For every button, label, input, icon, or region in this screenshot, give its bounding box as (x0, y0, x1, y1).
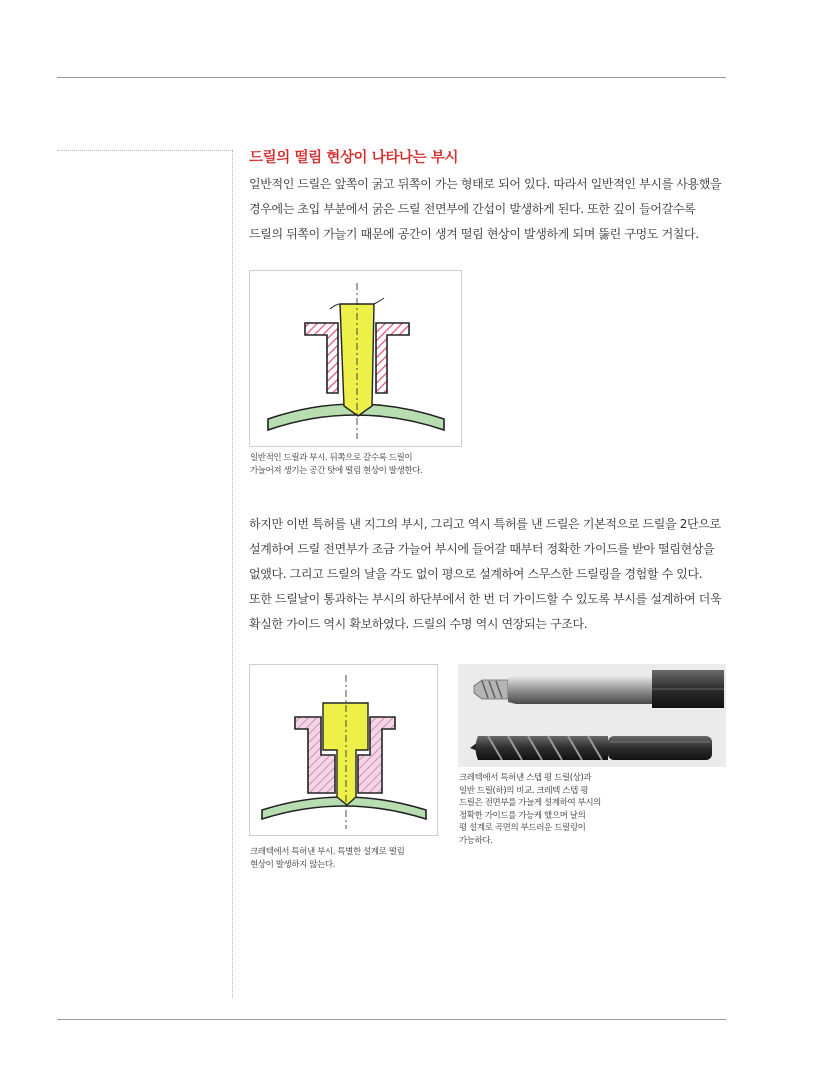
paragraph-1-line: 경우에는 초입 부분에서 굵은 드릴 전면부에 간섭이 발생하게 된다. 또한 깊이 들어갈수록 (249, 202, 696, 216)
paragraph-2-line: 하지만 이번 특허를 낸 지그의 부시, 그리고 역시 특허를 낸 드릴은 기본적으로 드릴을 2단으로 (249, 517, 721, 531)
bushing-left (305, 323, 338, 393)
caption-line: 일반적인 드릴과 부시. 뒤쪽으로 갈수록 드릴이 (250, 453, 413, 463)
paragraph-2-line: 확실한 가이드 역시 확보하였다. 드릴의 수명 역시 연장되는 구조다. (249, 617, 588, 631)
caption-line: 일반 드릴(하)의 비교. 크레텍 스텝 평 (459, 785, 588, 796)
caption-line: 크레텍에서 특허낸 스텝 평 드릴(상)과 (459, 773, 592, 783)
top-rule (57, 77, 726, 78)
paragraph-2-line: 없앴다. 그리고 드릴의 날을 각도 없이 평으로 설계하여 스무스한 드릴링을 경험할 수 있다. (249, 567, 703, 581)
paragraph-2-line: 설계하여 드릴 전면부가 조금 가늘어 부시에 들어갈 때부터 정확한 가이드를 받아 떨림현상을 (249, 542, 715, 556)
paragraph-2-line: 또한 드릴날이 통과하는 부시의 하단부에서 한 번 더 가이드할 수 있도록 부시를 설계하여 더욱 (249, 592, 722, 606)
drill-comparison-photo (458, 664, 726, 767)
caption-line: 드릴은 전면부를 가늘게 설계하여 부시의 (459, 798, 601, 808)
conventional-drill (470, 736, 712, 760)
caption-line: 크레텍에서 특허낸 부시. 특별한 설계로 떨림 (250, 847, 405, 857)
paragraph-1-line: 드릴의 뒤쪽이 가늘기 때문에 공간이 생겨 떨림 현상이 발생하게 되며 뚫린 구멍도 거칠다. (249, 227, 699, 241)
caption-line: 가능하다. (459, 835, 493, 846)
paragraph-2 (249, 512, 721, 637)
caption-line: 현상이 발생하지 않는다. (250, 859, 336, 870)
drill-comparison-illustration (458, 664, 726, 767)
bushing-right (376, 323, 409, 393)
paragraph-1 (249, 172, 721, 247)
conventional-bushing-diagram (250, 271, 461, 446)
paragraph-1-line: 일반적인 드릴은 앞쪽이 굵고 뒤쪽이 가는 형태로 되어 있다. 따라서 일반적인 부시를 사용했을 (249, 177, 722, 191)
caption-line: 평 설계로 곡면의 부드러운 드릴링이 (459, 823, 586, 833)
bottom-rule (57, 1019, 726, 1020)
figure-conventional-bushing (249, 270, 462, 447)
figure-2-caption (250, 846, 404, 871)
figure-patented-bushing (249, 664, 438, 836)
side-dotted-rule (57, 150, 233, 151)
section-heading: 드릴의 떨림 현상이 나타나는 부시 (249, 150, 459, 166)
patented-bushing-diagram (250, 665, 437, 835)
drill-top-right-line (374, 298, 384, 304)
caption-line: 가늘어져 생기는 공간 탓에 떨림 현상이 발생한다. (250, 465, 423, 476)
column-dotted-divider (232, 150, 233, 998)
figure-1-caption (250, 452, 422, 477)
drill-top-left-line (330, 304, 340, 309)
caption-line: 정확한 가이드를 가능케 했으며 날의 (459, 810, 586, 821)
photo-caption (459, 772, 601, 847)
